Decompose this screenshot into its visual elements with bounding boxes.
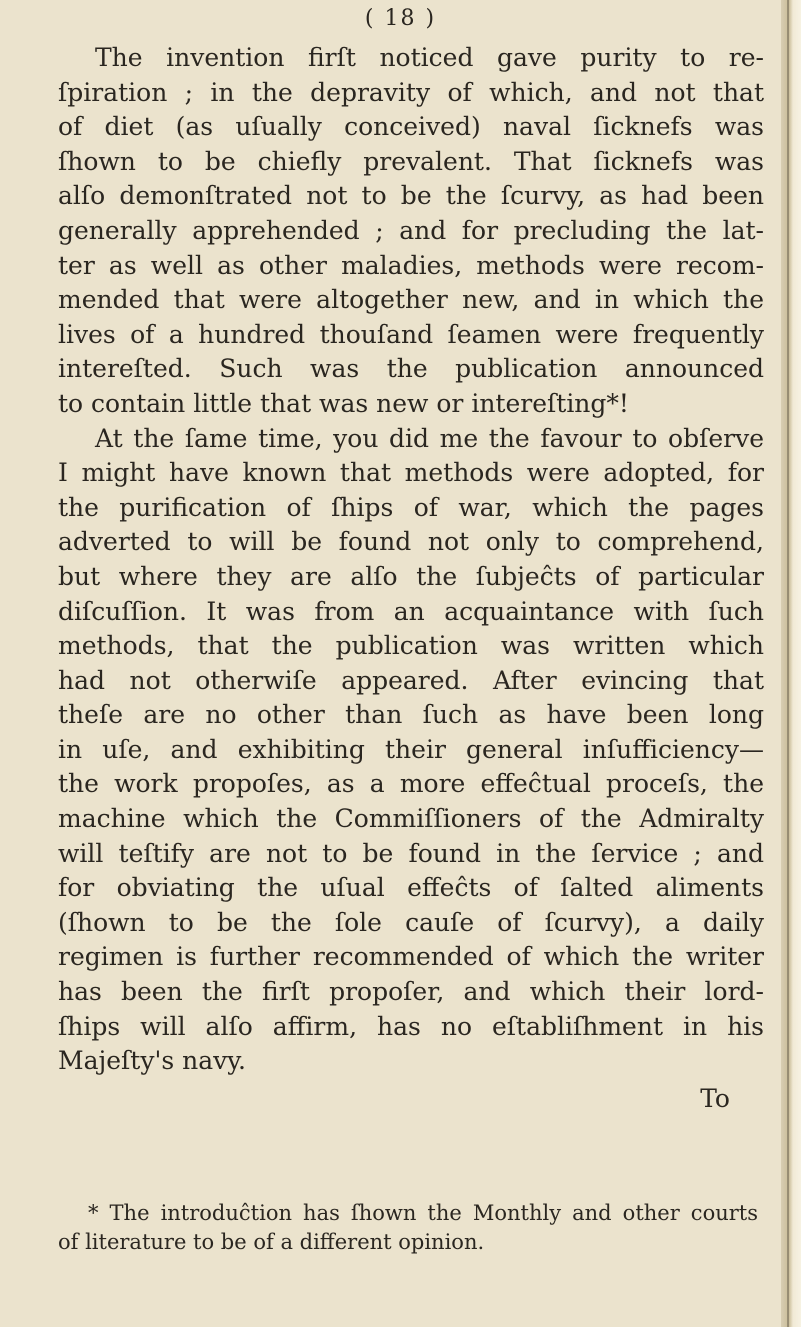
text-line: mended that were altogether new, and in which the bbox=[58, 285, 764, 315]
text-line: ſhips will alſo affirm, has no eſtabliſhment in his bbox=[58, 1011, 764, 1041]
text-line: Majeſty's navy. bbox=[58, 1046, 247, 1076]
body-text bbox=[58, 41, 764, 1119]
text-line: ſpiration ; in the depravity of which, and not that bbox=[58, 77, 764, 107]
text-line: had not otherwiſe appeared. After evincing that bbox=[58, 665, 764, 695]
page-edge-shadow bbox=[781, 0, 801, 1327]
text-line: adverted to will be found not only to comprehend, bbox=[58, 527, 764, 557]
text-line: but where they are alſo the ſubjeĉts of particular bbox=[58, 561, 764, 591]
text-line: theſe are no other than ſuch as have been long bbox=[58, 700, 764, 730]
text-line: generally apprehended ; and for precluding the lat- bbox=[58, 215, 764, 245]
text-line: in uſe, and exhibiting their general inſufficiency— bbox=[58, 734, 764, 764]
footnote bbox=[58, 1199, 758, 1257]
page-edge-line bbox=[787, 0, 789, 1327]
text-line: the purification of ſhips of war, which the pages bbox=[58, 492, 764, 522]
text-line: At the ſame time, you did me the favour to obſerve bbox=[95, 423, 764, 453]
text-line: The invention firſt noticed gave purity to re- bbox=[95, 43, 764, 72]
text-line: methods, that the publication was written which bbox=[58, 631, 764, 661]
text-line: regimen is further recommended of which the writer bbox=[58, 942, 764, 972]
text-line: lives of a hundred thouſand ſeamen were frequently bbox=[58, 319, 764, 349]
text-line: I might have known that methods were adopted, for bbox=[58, 458, 764, 488]
footnote-line: * The introduĉtion has ſhown the Monthly and other courts bbox=[88, 1201, 758, 1225]
text-line: ſhown to be chiefly prevalent. That ſicknefs was bbox=[58, 146, 764, 176]
text-line: the work propoſes, as a more effeĉtual proceſs, the bbox=[58, 769, 764, 799]
text-line: will teſtify are not to be found in the ſervice ; and bbox=[58, 838, 764, 868]
text-line: machine which the Commiſſioners of the Admiralty bbox=[58, 804, 764, 834]
text-line: for obviating the uſual effeĉts of ſalted aliments bbox=[58, 873, 764, 903]
page-number: ( 18 ) bbox=[364, 6, 437, 31]
text-line: alſo demonſtrated not to be the ſcurvy, as had been bbox=[58, 181, 764, 211]
text-line: to contain little that was new or intereſting*! bbox=[58, 388, 629, 418]
text-line: ter as well as other maladies, methods were recom- bbox=[58, 250, 764, 280]
footnote-line: of literature to be of a different opinion. bbox=[58, 1230, 485, 1254]
catchword: To bbox=[700, 1083, 730, 1113]
text-line: of diet (as uſually conceived) naval ſicknefs was bbox=[58, 112, 764, 142]
text-line: diſcuſſion. It was from an acquaintance with ſuch bbox=[58, 596, 764, 626]
text-line: has been the firſt propoſer, and which their lord- bbox=[58, 977, 764, 1007]
text-line: intereſted. Such was the publication announced bbox=[58, 354, 764, 384]
text-line: (ſhown to be the ſole cauſe of ſcurvy), a daily bbox=[58, 907, 764, 937]
